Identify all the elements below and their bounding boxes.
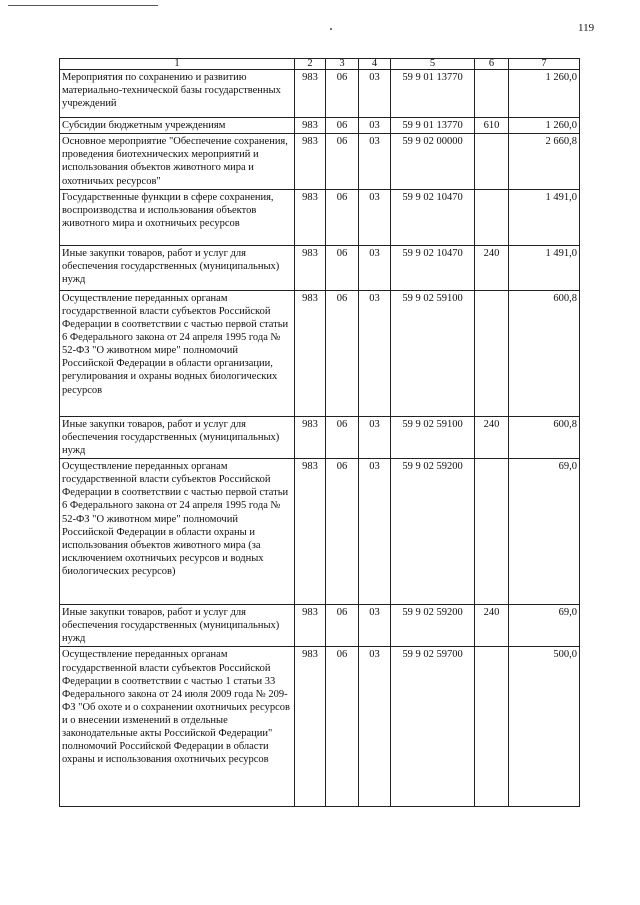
scan-speck <box>330 28 332 30</box>
scan-edge-mark <box>8 0 158 6</box>
row-amount-cell: 69,0 <box>509 605 580 647</box>
row-name-cell: Государственные функции в сфере сохранения, воспроизводства и использования объектов животного мира и охотничьих ресурсов <box>60 189 295 245</box>
budget-table <box>59 58 580 807</box>
table-row <box>60 605 580 647</box>
row-expense-type-cell: 240 <box>475 416 509 458</box>
table-row <box>60 70 580 118</box>
table-row <box>60 290 580 416</box>
table-row <box>60 118 580 134</box>
row-name-cell: Субсидии бюджетным учреждениям <box>60 118 295 134</box>
row-section-cell: 06 <box>326 70 359 118</box>
row-name-cell: Осуществление переданных органам государственной власти субъектов Российской Федерации в соответствии с частью 1 статьи 33 Федерального закона от 24 июля 2009 года № 209-ФЗ "Об охоте и о сохранении охотничьих ресурсов и о внесении изменений в отдельные законодательные акты Российской Федерации" полномочий Российской Федерации в области охраны и использования охотничьих ресурсов <box>60 647 295 807</box>
row-name-cell: Основное мероприятие "Обеспечение сохранения, проведения биотехнических мероприятий и использования объектов животного мира и охотничьих ресурсов" <box>60 134 295 190</box>
table-header-row <box>60 59 580 70</box>
row-expense-type-cell <box>475 647 509 807</box>
row-subsection-cell: 03 <box>359 189 391 245</box>
header-col-2: 2 <box>295 59 326 70</box>
row-amount-cell: 1 491,0 <box>509 189 580 245</box>
row-section-cell: 06 <box>326 189 359 245</box>
table-body <box>60 70 580 807</box>
row-section-cell: 06 <box>326 118 359 134</box>
row-subsection-cell: 03 <box>359 70 391 118</box>
row-admin-code-cell: 983 <box>295 134 326 190</box>
row-subsection-cell: 03 <box>359 134 391 190</box>
row-subsection-cell: 03 <box>359 290 391 416</box>
header-col-3: 3 <box>326 59 359 70</box>
row-subsection-cell: 03 <box>359 459 391 605</box>
row-expense-type-cell: 610 <box>475 118 509 134</box>
row-expense-type-cell <box>475 70 509 118</box>
header-col-7: 7 <box>509 59 580 70</box>
row-amount-cell: 1 491,0 <box>509 245 580 290</box>
page-number: 119 <box>578 22 595 34</box>
row-admin-code-cell: 983 <box>295 189 326 245</box>
row-admin-code-cell: 983 <box>295 416 326 458</box>
row-target-article-cell: 59 9 02 59700 <box>391 647 475 807</box>
row-name-cell: Осуществление переданных органам государственной власти субъектов Российской Федерации в соответствии с частью первой статьи 6 Федерального закона от 24 апреля 1995 года № 52-ФЗ "О животном мире" полномочий Российской Федерации в области охраны и использования объектов животного мира (за исключением охотничьих ресурсов и водных биологических ресурсов) <box>60 459 295 605</box>
row-admin-code-cell: 983 <box>295 70 326 118</box>
table-row <box>60 647 580 807</box>
table-row <box>60 245 580 290</box>
row-target-article-cell: 59 9 02 59100 <box>391 416 475 458</box>
row-amount-cell: 1 260,0 <box>509 70 580 118</box>
row-target-article-cell: 59 9 01 13770 <box>391 70 475 118</box>
row-expense-type-cell <box>475 189 509 245</box>
row-subsection-cell: 03 <box>359 416 391 458</box>
row-section-cell: 06 <box>326 245 359 290</box>
table-row <box>60 189 580 245</box>
row-expense-type-cell <box>475 290 509 416</box>
row-name-cell: Мероприятия по сохранению и развитию материально-технической базы государственных учреждений <box>60 70 295 118</box>
header-col-1: 1 <box>60 59 295 70</box>
row-subsection-cell: 03 <box>359 647 391 807</box>
row-section-cell: 06 <box>326 416 359 458</box>
header-col-5: 5 <box>391 59 475 70</box>
row-name-cell: Иные закупки товаров, работ и услуг для обеспечения государственных (муниципальных) нужд <box>60 416 295 458</box>
row-amount-cell: 1 260,0 <box>509 118 580 134</box>
row-admin-code-cell: 983 <box>295 290 326 416</box>
header-col-4: 4 <box>359 59 391 70</box>
table-row <box>60 134 580 190</box>
row-expense-type-cell: 240 <box>475 245 509 290</box>
row-name-cell: Иные закупки товаров, работ и услуг для обеспечения государственных (муниципальных) нужд <box>60 605 295 647</box>
row-section-cell: 06 <box>326 134 359 190</box>
row-section-cell: 06 <box>326 647 359 807</box>
row-subsection-cell: 03 <box>359 245 391 290</box>
row-admin-code-cell: 983 <box>295 245 326 290</box>
row-admin-code-cell: 983 <box>295 605 326 647</box>
row-section-cell: 06 <box>326 605 359 647</box>
table-row <box>60 416 580 458</box>
row-expense-type-cell: 240 <box>475 605 509 647</box>
row-admin-code-cell: 983 <box>295 647 326 807</box>
row-target-article-cell: 59 9 02 59200 <box>391 459 475 605</box>
row-amount-cell: 69,0 <box>509 459 580 605</box>
row-name-cell: Осуществление переданных органам государственной власти субъектов Российской Федерации в соответствии с частью первой статьи 6 Федерального закона от 24 апреля 1995 года № 52-ФЗ "О животном мире" полномочий Российской Федерации в области организации, регулирования и охраны водных биологических ресурсов <box>60 290 295 416</box>
row-target-article-cell: 59 9 02 59200 <box>391 605 475 647</box>
row-subsection-cell: 03 <box>359 118 391 134</box>
row-expense-type-cell <box>475 459 509 605</box>
row-target-article-cell: 59 9 02 00000 <box>391 134 475 190</box>
row-target-article-cell: 59 9 02 59100 <box>391 290 475 416</box>
header-col-6: 6 <box>475 59 509 70</box>
row-subsection-cell: 03 <box>359 605 391 647</box>
row-section-cell: 06 <box>326 290 359 416</box>
row-admin-code-cell: 983 <box>295 459 326 605</box>
row-name-cell: Иные закупки товаров, работ и услуг для обеспечения государственных (муниципальных) нужд <box>60 245 295 290</box>
row-amount-cell: 600,8 <box>509 416 580 458</box>
row-admin-code-cell: 983 <box>295 118 326 134</box>
row-section-cell: 06 <box>326 459 359 605</box>
row-expense-type-cell <box>475 134 509 190</box>
row-amount-cell: 600,8 <box>509 290 580 416</box>
table-row <box>60 459 580 605</box>
row-target-article-cell: 59 9 02 10470 <box>391 189 475 245</box>
row-amount-cell: 500,0 <box>509 647 580 807</box>
row-target-article-cell: 59 9 02 10470 <box>391 245 475 290</box>
row-amount-cell: 2 660,8 <box>509 134 580 190</box>
row-target-article-cell: 59 9 01 13770 <box>391 118 475 134</box>
